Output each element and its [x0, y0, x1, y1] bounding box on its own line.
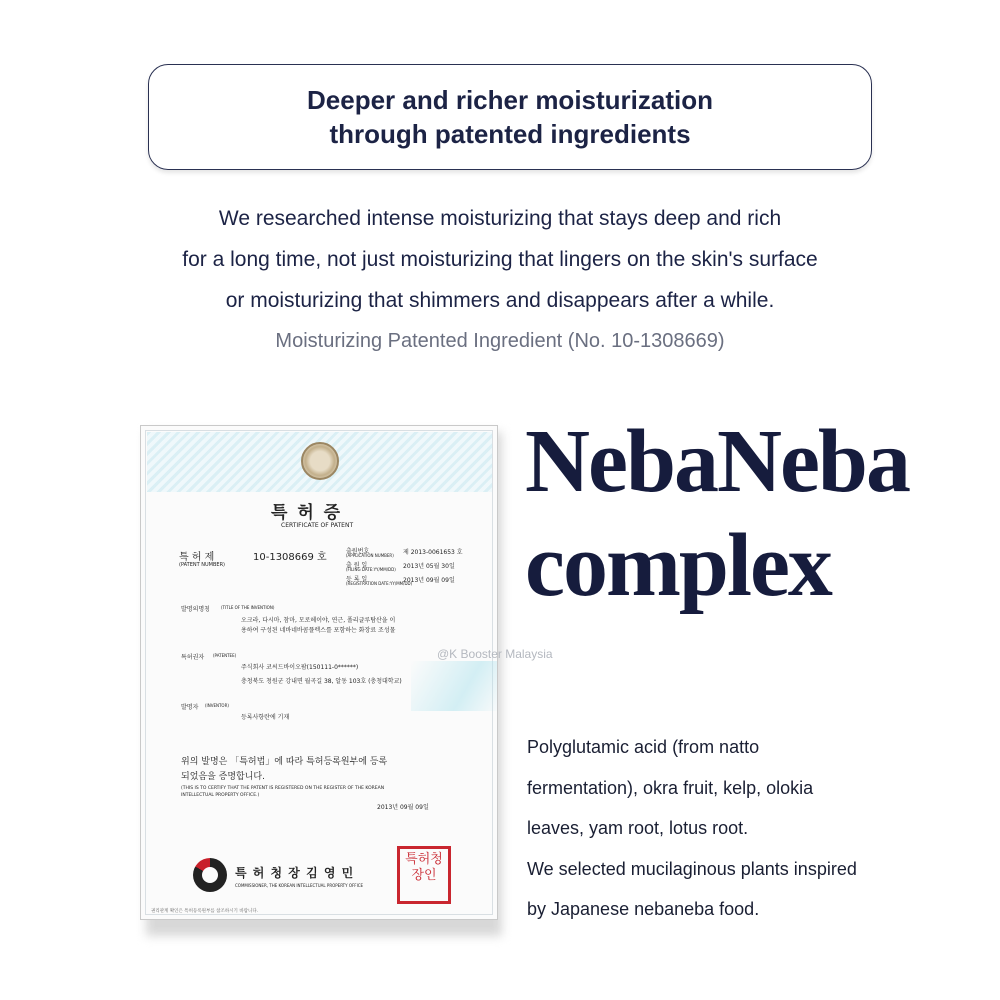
patentee-label: 특허권자 [181, 654, 205, 661]
inventor-value: 등록사항란에 기재 [241, 714, 290, 721]
description-line-1: Polyglutamic acid (from natto [527, 737, 760, 757]
kipo-logo-icon [193, 858, 227, 892]
certificate-ribbon [411, 661, 498, 711]
certificate-footer: 권리관계 확인은 특허등록원부를 참조하시기 바랍니다. [151, 909, 259, 914]
invention-line-2: 용하여 구성된 네바네바콤플렉스를 포함하는 화장료 조성물 [241, 627, 396, 634]
certify-en-line-1: (THIS IS TO CERTIFY THAT THE PATENT IS REGISTERED ON THE REGISTER OF THE KOREAN [181, 786, 385, 791]
description-line-4: We selected mucilaginous plants inspired [527, 858, 857, 879]
official-stamp: 특허청장인 [397, 846, 451, 904]
headline-line-2: through patented ingredients [329, 119, 691, 149]
patent-label: 특 허 제 [179, 552, 215, 563]
certify-line-1: 위의 발명은 「특허법」에 따라 특허등록원부에 등록 [181, 757, 388, 767]
commissioner-name: 특 허 청 장 김 영 민 [235, 866, 355, 880]
inventor-label: 발명자 [181, 704, 199, 711]
certify-en-line-2: INTELLECTUAL PROPERTY OFFICE.) [181, 793, 260, 798]
patentee-line-1: 주식회사 코씨드바이오팜(150111-0******) [241, 664, 359, 671]
intro-line-1: We researched intense moisturizing that stays deep and rich [218, 207, 782, 230]
invention-label-en: (TITLE OF THE INVENTION) [221, 605, 275, 610]
headline-line-1: Deeper and richer moisturization [307, 85, 713, 115]
application-label-en: (APPLICATION NUMBER) [346, 553, 394, 558]
invention-label: 발명의명칭 [181, 606, 210, 613]
application-label: 출원번호 [346, 548, 370, 555]
certificate-title: 특 허 증 [271, 503, 343, 523]
patent-number: 10-1308669 호 [253, 552, 327, 563]
patentee-line-2: 충청북도 청원군 강내면 월곡길 38, 알동 103호 (충청대학교) [241, 678, 402, 685]
ingredient-description [527, 727, 947, 930]
product-title-line-2: complex [525, 516, 831, 615]
inventor-label-en: (INVENTOR) [205, 703, 229, 708]
issue-date: 2013년 09월 09일 [377, 804, 429, 811]
description-line-2: fermentation), okra fruit, kelp, olokia [527, 777, 814, 798]
patent-number-en: (PATENT NUMBER) [179, 562, 226, 568]
application-number: 제 2013-0061653 호 [403, 549, 463, 556]
commissioner-en: COMMISSIONER, THE KOREAN INTELLECTUAL PROPERTY OFFICE [235, 883, 364, 888]
certificate-subtitle: CERTIFICATE OF PATENT [281, 522, 354, 529]
filing-label-en: (FILING DATE:YY/MM/DD) [346, 567, 396, 572]
description-line-5: by Japanese nebaneba food. [527, 899, 760, 920]
product-title-line-1: NebaNeba [525, 412, 909, 511]
intro-text [0, 198, 1000, 362]
emblem-icon [301, 442, 339, 480]
headline-box [148, 64, 872, 170]
patent-note: Moisturizing Patented Ingredient (No. 10-1308669) [275, 330, 725, 352]
invention-line-1: 오크라, 다시마, 참마, 모로헤이야, 연근, 폴리글루탐산을 이 [241, 617, 396, 624]
filing-date: 2013년 05월 30일 [403, 563, 455, 570]
description-line-3: leaves, yam root, lotus root. [527, 818, 749, 839]
registration-label: 등 록 일 [346, 576, 368, 583]
product-title [525, 410, 965, 618]
registration-label-en: (REGISTRATION DATE:YY/MM/DD) [346, 581, 413, 586]
registration-date: 2013년 09월 09일 [403, 577, 455, 584]
patentee-label-en: (PATENTEE) [213, 653, 237, 658]
filing-label: 출 원 일 [346, 562, 368, 569]
patent-certificate [140, 425, 498, 920]
intro-line-3: or moisturizing that shimmers and disappears after a while. [225, 289, 775, 312]
watermark: @K Booster Malaysia [437, 647, 553, 661]
certify-line-2: 되었음을 증명합니다. [181, 772, 265, 782]
intro-line-2: for a long time, not just moisturizing that lingers on the skin's surface [182, 248, 818, 271]
